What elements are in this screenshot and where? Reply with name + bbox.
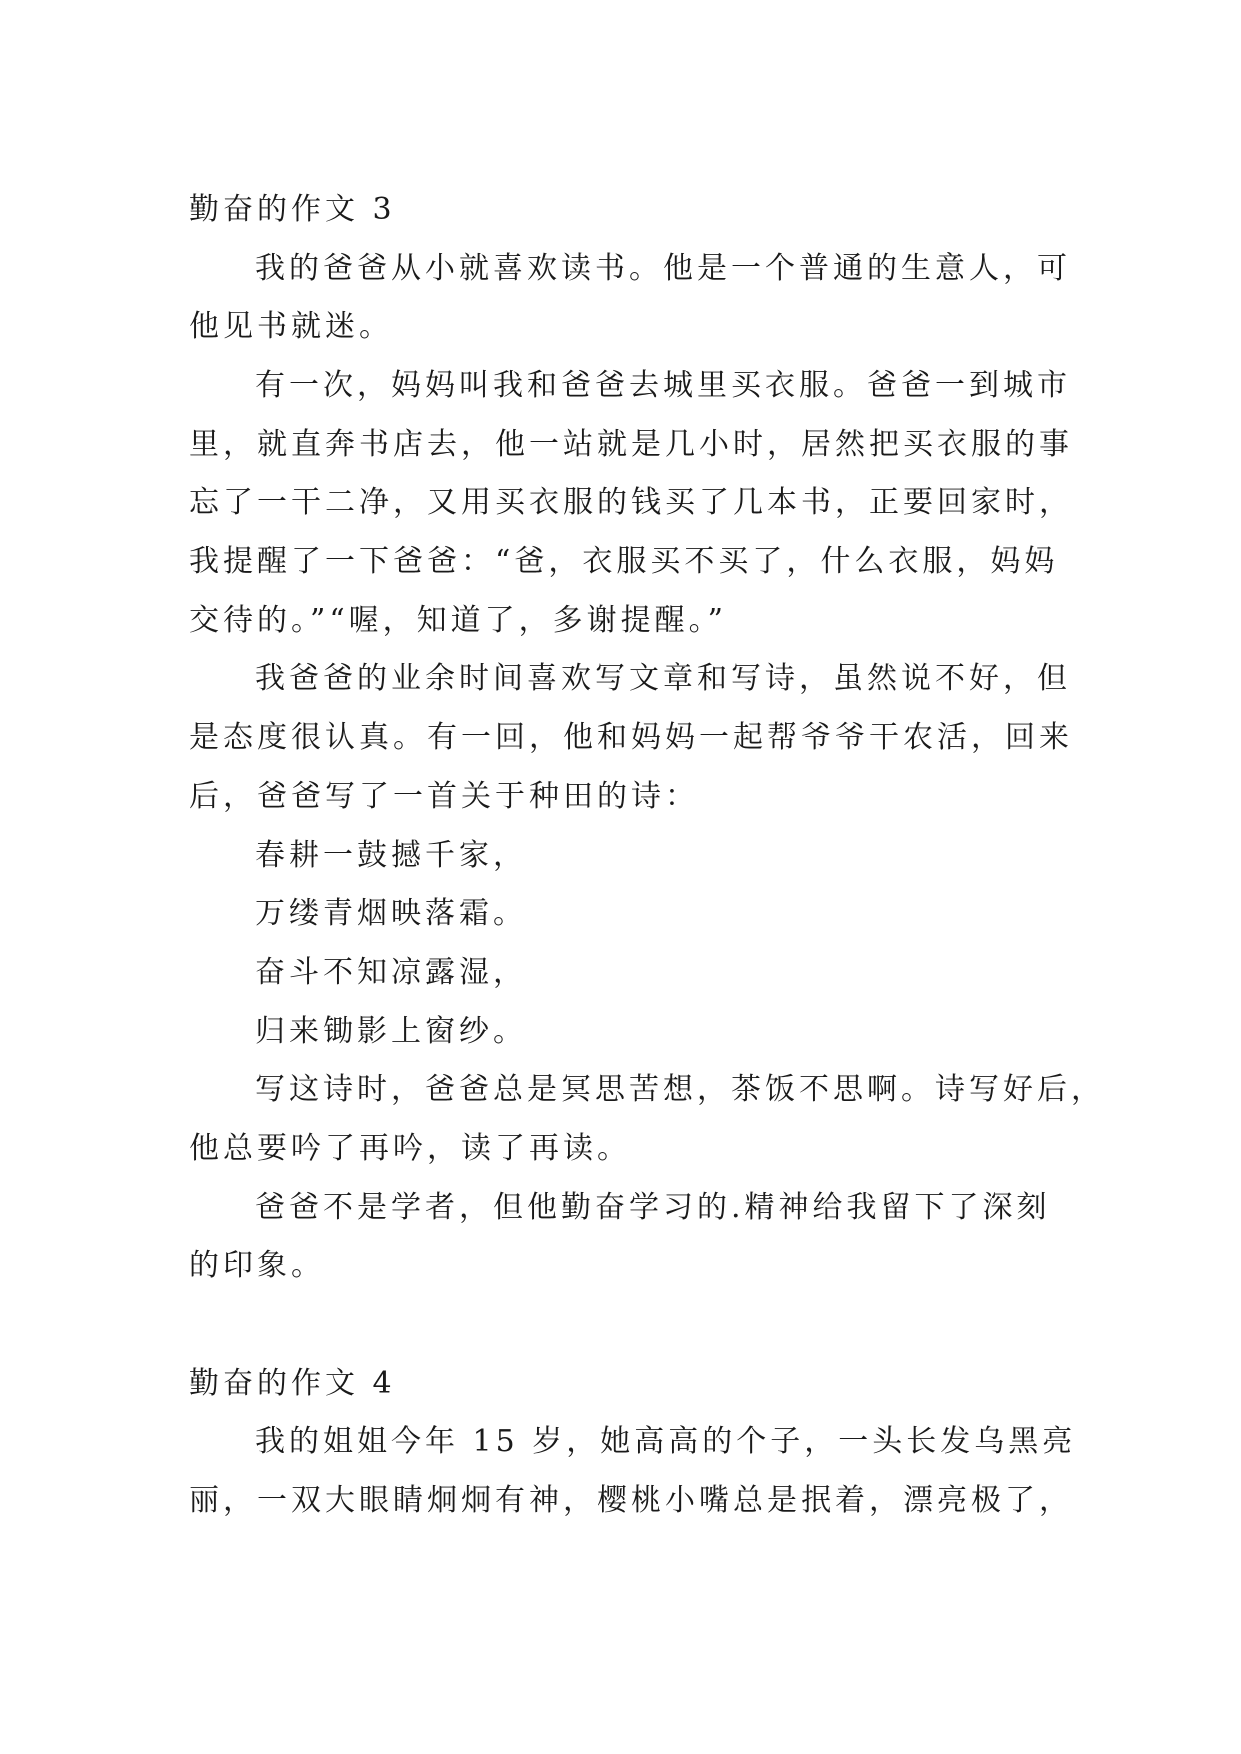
section-heading: 勤奋的作文 3	[189, 192, 396, 227]
poem-line: 万缕青烟映落霜。	[255, 896, 527, 931]
paragraph-line: 我爸爸的业余时间喜欢写文章和写诗，虽然说不好，但	[255, 661, 1071, 696]
paragraph-line: 忘了一干二净，又用买衣服的钱买了几本书，正要回家时，	[189, 485, 1073, 520]
paragraph-line: 后，爸爸写了一首关于种田的诗：	[189, 779, 699, 814]
paragraph-line: 我的爸爸从小就喜欢读书。他是一个普通的生意人，可	[255, 251, 1071, 286]
paragraph-line: 我的姐姐今年 15 岁，她高高的个子，一头长发乌黑亮	[255, 1424, 1077, 1459]
paragraph-line: 丽，一双大眼睛炯炯有神，樱桃小嘴总是抿着，漂亮极了，	[189, 1483, 1073, 1518]
poem-line: 归来锄影上窗纱。	[255, 1014, 527, 1049]
poem-line: 奋斗不知凉露湿，	[255, 955, 527, 990]
section-heading: 勤奋的作文 4	[189, 1366, 396, 1401]
paragraph-line: 交待的。”“喔，知道了，多谢提醒。”	[189, 603, 728, 638]
paragraph-line: 里，就直奔书店去，他一站就是几小时，居然把买衣服的事	[189, 427, 1073, 462]
paragraph-line: 是态度很认真。有一回，他和妈妈一起帮爷爷干农活，回来	[189, 720, 1073, 755]
paragraph-line: 我提醒了一下爸爸：“爸，衣服买不买了，什么衣服，妈妈	[189, 544, 1059, 579]
paragraph-line: 写这诗时，爸爸总是冥思苦想，茶饭不思啊。诗写好后，	[255, 1072, 1105, 1107]
paragraph-line: 爸爸不是学者，但他勤奋学习的.精神给我留下了深刻	[255, 1190, 1051, 1225]
paragraph-line: 有一次，妈妈叫我和爸爸去城里买衣服。爸爸一到城市	[255, 368, 1071, 403]
paragraph-line: 他总要吟了再吟，读了再读。	[189, 1131, 631, 1166]
paragraph-line: 他见书就迷。	[189, 309, 393, 344]
poem-line: 春耕一鼓撼千家，	[255, 838, 527, 873]
paragraph-line: 的印象。	[189, 1248, 325, 1283]
